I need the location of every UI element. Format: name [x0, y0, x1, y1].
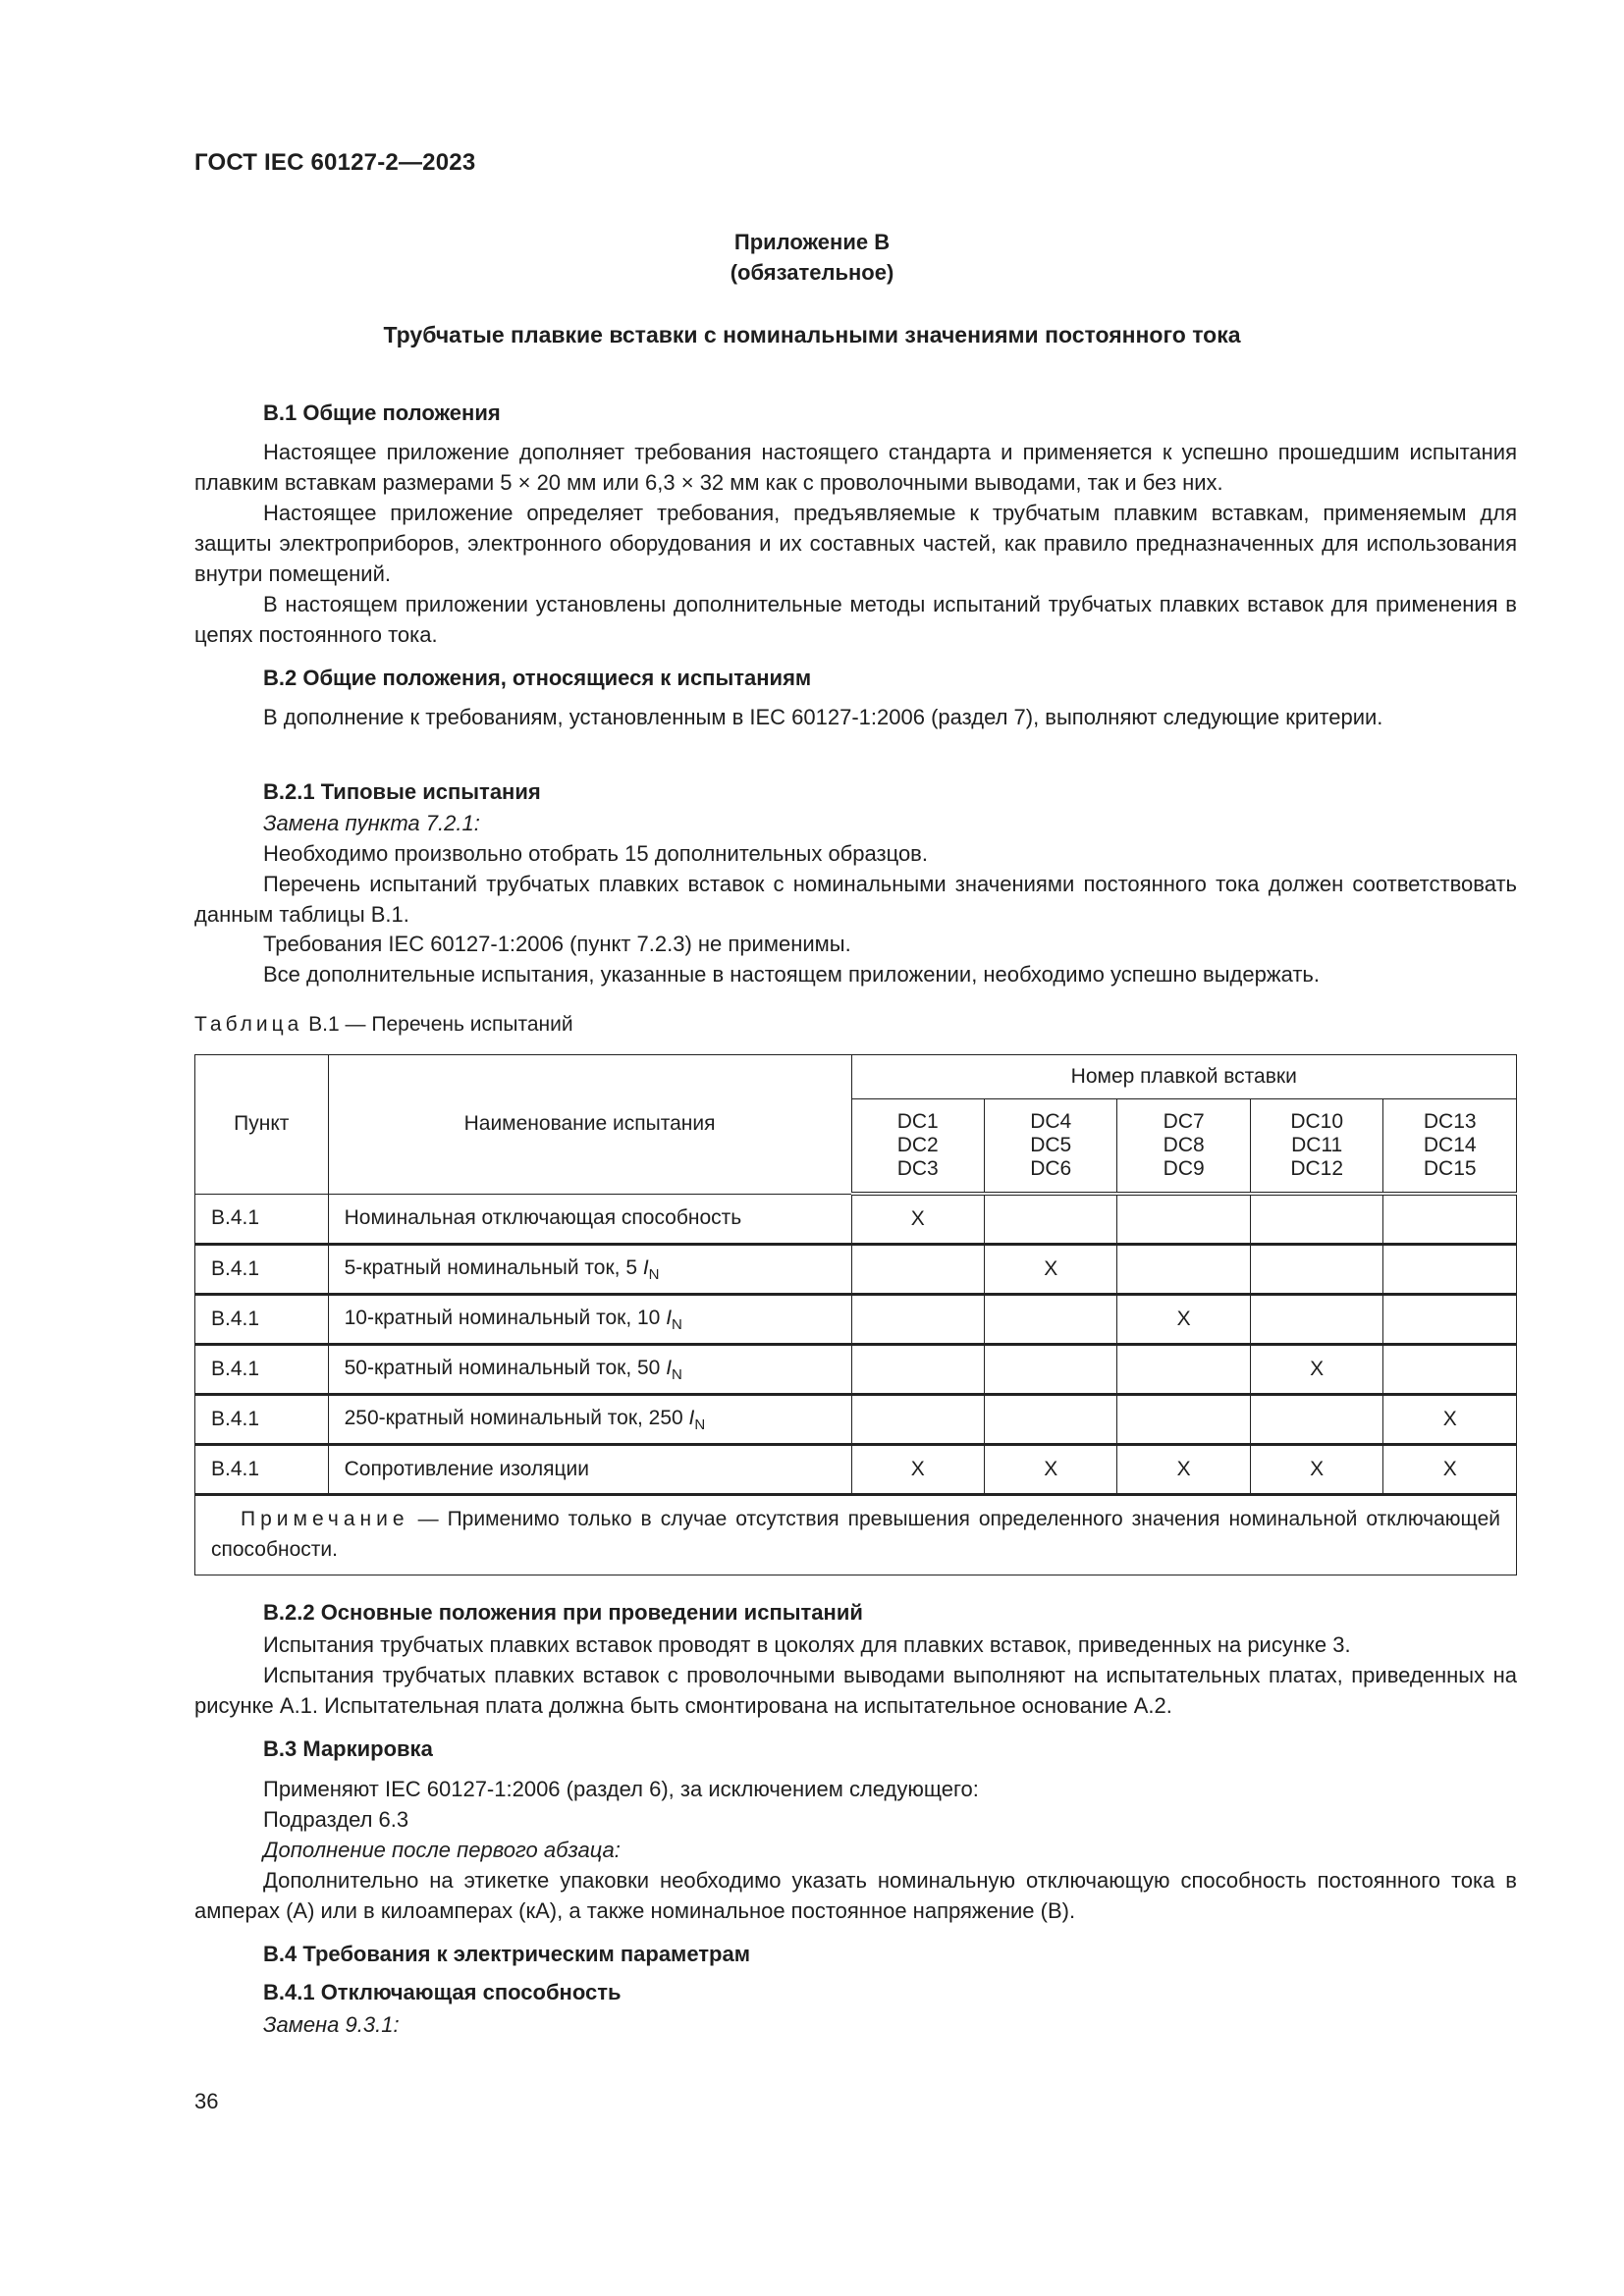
- table-note-row: [195, 1495, 1517, 1575]
- cell-mark: X: [851, 1194, 984, 1245]
- section-heading-b3: В.3 Маркировка: [263, 1736, 433, 1761]
- cell-mark: [1383, 1345, 1517, 1395]
- cell-mark: X: [1383, 1395, 1517, 1445]
- cell-mark: [851, 1345, 984, 1395]
- table-row: [195, 1245, 1517, 1295]
- paragraph: [194, 589, 1517, 650]
- amendment-note: Замена 9.3.1:: [263, 2012, 400, 2037]
- cell-mark: [1250, 1395, 1383, 1445]
- cell-mark: X: [1117, 1445, 1250, 1495]
- cell-test-name: Сопротивление изоляции: [328, 1445, 851, 1495]
- table-row: [195, 1395, 1517, 1445]
- column-header-fuse-group: DC10 DC11 DC12: [1250, 1099, 1383, 1195]
- cell-mark: X: [1250, 1445, 1383, 1495]
- table-row: [195, 1345, 1517, 1395]
- cell-mark: [984, 1395, 1116, 1445]
- cell-mark: [984, 1345, 1116, 1395]
- rated-current-subscript: N: [672, 1315, 682, 1333]
- amendment-note: Дополнение после первого абзаца:: [263, 1838, 621, 1862]
- paragraph: [194, 1660, 1517, 1721]
- cell-punkt: В.4.1: [195, 1345, 329, 1395]
- amendment-note: Замена пункта 7.2.1:: [263, 811, 480, 835]
- cell-mark: X: [851, 1445, 984, 1495]
- column-header-fuse-group: DC1 DC2 DC3: [851, 1099, 984, 1195]
- cell-mark: [984, 1295, 1116, 1345]
- paragraph-text: Испытания трубчатых плавких вставок с проволочными выводами выполняют на испытательных платах, приведенных на рисунке А.1. Испытательная плата должна быть смонтирована на испытательное основание А.2.: [194, 1663, 1517, 1718]
- annex-status: (обязательное): [730, 260, 894, 285]
- rated-current-symbol: I: [666, 1306, 673, 1329]
- annex-label: Приложение В: [733, 230, 891, 254]
- cell-mark: [1117, 1245, 1250, 1295]
- table-note-text: — Применимо только в случае отсутствия превышения определенного значения номинальной отключающей способности.: [211, 1508, 1500, 1561]
- section-heading-b22: В.2.2 Основные положения при проведении испытаний: [263, 1600, 863, 1625]
- rated-current-symbol: I: [688, 1406, 695, 1429]
- cell-mark: [1250, 1194, 1383, 1245]
- cell-mark: [1383, 1295, 1517, 1345]
- cell-punkt: В.4.1: [195, 1295, 329, 1345]
- section-heading-b21: В.2.1 Типовые испытания: [263, 779, 541, 804]
- paragraph: Подраздел 6.3: [263, 1807, 409, 1832]
- paragraph: Требования IEC 60127-1:2006 (пункт 7.2.3) не применимы.: [263, 932, 851, 956]
- cell-punkt: В.4.1: [195, 1194, 329, 1245]
- cell-punkt: В.4.1: [195, 1395, 329, 1445]
- cell-test-name: 250-кратный номинальный ток, 250 $I_N$: [328, 1395, 851, 1445]
- table-row: [195, 1445, 1517, 1495]
- rated-current-symbol: I: [642, 1255, 649, 1279]
- table-row: [195, 1194, 1517, 1245]
- cell-test-name: Номинальная отключающая способность: [328, 1194, 851, 1245]
- cell-mark: X: [1250, 1345, 1383, 1395]
- column-header-fuse-group: DC7 DC8 DC9: [1117, 1099, 1250, 1195]
- paragraph: Испытания трубчатых плавких вставок проводят в цоколях для плавких вставок, приведенных на рисунке 3.: [263, 1632, 1351, 1657]
- rated-current-subscript: N: [648, 1265, 660, 1283]
- paragraph: [194, 437, 1517, 498]
- paragraph-text: В настоящем приложении установлены дополнительные методы испытаний трубчатых плавких вставок для применения в цепях постоянного тока.: [194, 592, 1517, 647]
- column-header-punkt: Пункт: [195, 1055, 329, 1195]
- cell-mark: [851, 1295, 984, 1345]
- table-row: [195, 1295, 1517, 1345]
- cell-mark: [1117, 1395, 1250, 1445]
- cell-mark: [1117, 1194, 1250, 1245]
- column-header-test-name: Наименование испытания: [328, 1055, 851, 1195]
- table-caption: [194, 1013, 573, 1037]
- table-note-label: Примечание: [241, 1508, 409, 1530]
- paragraph: Применяют IEC 60127-1:2006 (раздел 6), за исключением следующего:: [263, 1777, 979, 1801]
- table-note: [195, 1495, 1517, 1575]
- rated-current-subscript: N: [694, 1415, 706, 1433]
- tests-table: [194, 1054, 1517, 1575]
- document-code: ГОСТ IEC 60127-2—2023: [194, 149, 476, 176]
- cell-mark: X: [984, 1445, 1116, 1495]
- paragraph-text: Дополнительно на этикетке упаковки необходимо указать номинальную отключающую способность постоянного тока в амперах (А) или в килоамперах (кА), а также номинальное постоянное напряжение (В).: [194, 1868, 1517, 1923]
- cell-mark: [1383, 1245, 1517, 1295]
- cell-mark: [851, 1245, 984, 1295]
- cell-test-name: 5-кратный номинальный ток, 5 $I_N$: [328, 1245, 851, 1295]
- cell-mark: X: [1383, 1445, 1517, 1495]
- table-caption-text: В.1 — Перечень испытаний: [302, 1013, 573, 1036]
- section-heading-b1: В.1 Общие положения: [263, 400, 501, 425]
- page-number: 36: [194, 2089, 219, 2113]
- cell-mark: X: [1117, 1295, 1250, 1345]
- paragraph: [194, 498, 1517, 589]
- paragraph-text: Настоящее приложение определяет требования, предъявляемые к трубчатым плавким вставкам, применяемым для защиты электроприборов, электронного оборудования и их составных частей, как правило предназначенных для использования внутри помещений.: [194, 501, 1517, 586]
- cell-mark: [984, 1194, 1116, 1245]
- cell-mark: [1117, 1345, 1250, 1395]
- paragraph: [194, 702, 1517, 732]
- section-heading-b2: В.2 Общие положения, относящиеся к испытаниям: [263, 666, 812, 690]
- paragraph-text: В дополнение к требованиям, установленным в IEC 60127-1:2006 (раздел 7), выполняют следующие критерии.: [263, 705, 1383, 729]
- cell-mark: [851, 1395, 984, 1445]
- rated-current-symbol: I: [666, 1356, 673, 1379]
- cell-mark: [1383, 1194, 1517, 1245]
- paragraph: Необходимо произвольно отобрать 15 дополнительных образцов.: [263, 841, 928, 866]
- section-heading-b41: В.4.1 Отключающая способность: [263, 1980, 622, 2004]
- paragraph: Все дополнительные испытания, указанные в настоящем приложении, необходимо успешно выдержать.: [263, 962, 1320, 987]
- cell-test-name: 50-кратный номинальный ток, 50 $I_N$: [328, 1345, 851, 1395]
- paragraph: [194, 869, 1517, 930]
- cell-mark: [1250, 1245, 1383, 1295]
- paragraph-text: Перечень испытаний трубчатых плавких вставок с номинальными значениями постоянного тока должен соответствовать данным таблицы В.1.: [194, 872, 1517, 927]
- paragraph-text: Настоящее приложение дополняет требования настоящего стандарта и применяется к успешно прошедшим испытания плавким вставкам размерами 5 × 20 мм или 6,3 × 32 мм как с проволочными выводами, так и без них.: [194, 440, 1517, 495]
- rated-current-subscript: N: [672, 1365, 682, 1383]
- column-header-fuse-number: Номер плавкой вставки: [851, 1055, 1517, 1099]
- cell-test-name: 10-кратный номинальный ток, 10 $I_N$: [328, 1295, 851, 1345]
- column-header-fuse-group: DC13 DC14 DC15: [1383, 1099, 1517, 1195]
- column-header-fuse-group: DC4 DC5 DC6: [984, 1099, 1116, 1195]
- cell-mark: X: [984, 1245, 1116, 1295]
- section-heading-b4: В.4 Требования к электрическим параметрам: [263, 1942, 750, 1966]
- paragraph: [194, 1865, 1517, 1926]
- table-caption-label: Таблица: [194, 1013, 303, 1036]
- annex-title: Трубчатые плавкие вставки с номинальными значениями постоянного тока: [383, 322, 1241, 347]
- cell-mark: [1250, 1295, 1383, 1345]
- cell-punkt: В.4.1: [195, 1245, 329, 1295]
- cell-punkt: В.4.1: [195, 1445, 329, 1495]
